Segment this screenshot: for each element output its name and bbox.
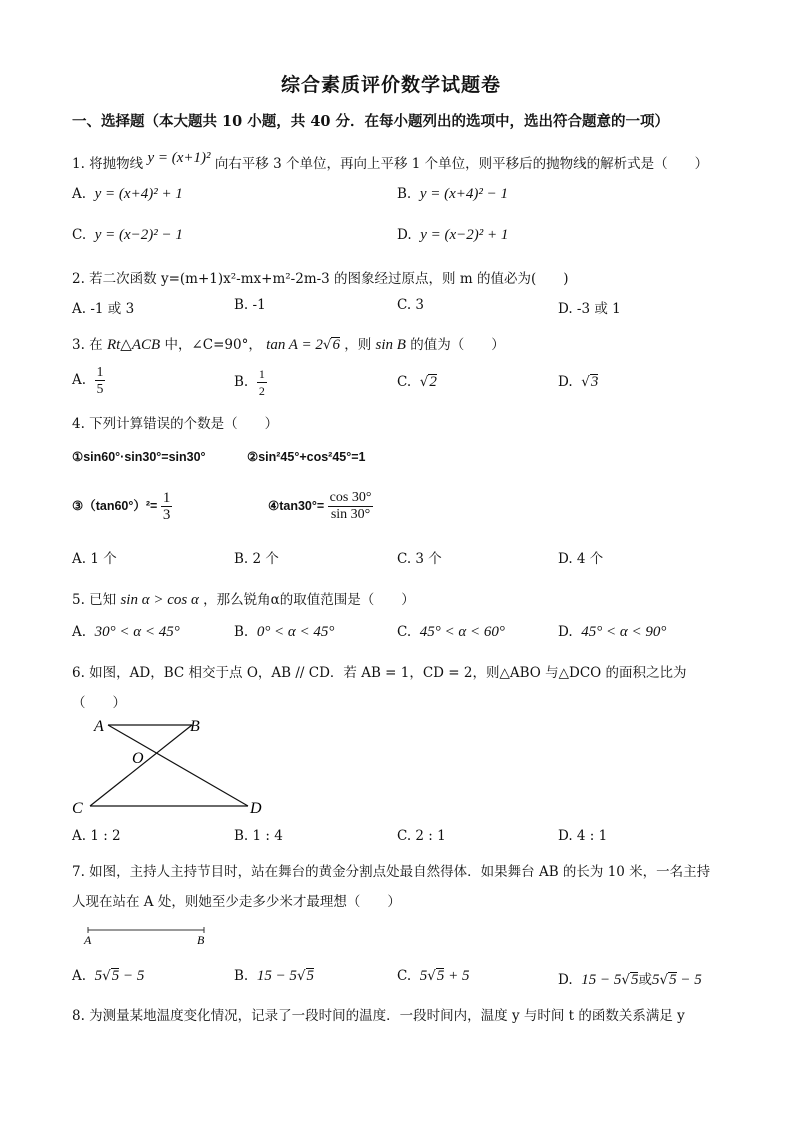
denominator: 5	[96, 381, 104, 396]
option-label: C.	[397, 968, 412, 984]
label-o: O	[132, 750, 144, 767]
question-8-line-1: 8. 为测量某地温度变化情况，记录了一段时间的温度．一段时间内，温度 y 与时间 t 的函数关系满足 y	[72, 1008, 685, 1024]
page-title: 综合素质评价数学试题卷	[281, 74, 502, 96]
q2-option-d[interactable]: D. -3 或 1	[558, 301, 621, 317]
option-expr: 0° < α < 45°	[256, 624, 335, 640]
option-label: C.	[72, 227, 87, 243]
tail: − 5	[676, 972, 702, 988]
conjunction: 或	[638, 972, 652, 988]
statement-3	[72, 490, 172, 523]
option-expr: 45° < α < 90°	[581, 624, 667, 640]
q2-option-a[interactable]: A. -1 或 3	[72, 301, 135, 317]
question-3	[72, 333, 505, 354]
sqrt-sign: √	[621, 972, 630, 988]
question-3-triangle: Rt△ACB	[106, 337, 161, 353]
option-label: D.	[558, 972, 573, 988]
question-5-pre: 5. 已知	[72, 592, 117, 608]
question-1-pre: 1. 将抛物线	[72, 156, 144, 172]
sqrt-sign: √	[296, 968, 306, 984]
q1-option-a[interactable]	[72, 186, 183, 203]
q5-option-a[interactable]	[72, 624, 180, 641]
question-1-post: 向右平移 3 个单位，再向上平移 1 个单位，则平移后的抛物线的解析式是（ ）	[214, 156, 709, 172]
q5-option-d[interactable]	[558, 624, 666, 641]
q5-option-c[interactable]	[397, 624, 505, 641]
option-expr: 45° < α < 60°	[419, 624, 505, 640]
q2-option-c[interactable]: C. 3	[397, 297, 425, 313]
sqrt-sign: √	[419, 374, 429, 390]
option-label: D.	[558, 624, 573, 640]
label-b: B	[190, 718, 200, 735]
q6-option-c[interactable]: C. 2 : 1	[397, 828, 446, 844]
question-6-line-1: 6. 如图，AD，BC 相交于点 O，AB // CD．若 AB = 1，CD = 2，则△ABO 与△DCO 的面积之比为	[72, 665, 687, 681]
fraction	[257, 366, 267, 399]
statement-4-pre: ④tan30°=	[268, 498, 325, 513]
radicand: 5	[306, 968, 315, 984]
question-3-tan: tan A = 2	[266, 337, 323, 353]
radicand: 5	[630, 972, 639, 988]
statement-3-pre: ③（tan60°）²=	[72, 498, 158, 513]
q3-option-c[interactable]	[397, 374, 437, 390]
fraction	[95, 364, 106, 397]
q7-option-a[interactable]	[72, 968, 144, 985]
q7-option-b[interactable]	[234, 968, 314, 985]
q4-option-b[interactable]: B. 2 个	[234, 551, 279, 567]
option-label: C.	[397, 374, 412, 390]
question-3-sinb: sin B	[375, 337, 406, 353]
question-7-line-1: 7. 如图，主持人主持节目时，站在舞台的黄金分割点处最自然得体．如果舞台 AB 的长为 10 米，一名主持	[72, 864, 711, 880]
fraction	[161, 490, 173, 523]
radicand: 2	[429, 374, 437, 390]
option-label: B.	[234, 624, 249, 640]
denominator: 2	[258, 384, 265, 398]
label-c: C	[72, 800, 83, 817]
sqrt-sign: √	[659, 972, 669, 988]
question-5	[72, 588, 415, 609]
sqrt-sign: √	[581, 374, 590, 390]
question-6-line-2: （ ）	[72, 695, 126, 711]
q6-option-a[interactable]: A. 1 : 2	[72, 828, 121, 844]
fraction	[328, 490, 374, 523]
statement-4	[268, 490, 373, 523]
option-expr: y = (x+4)² + 1	[94, 186, 183, 202]
coefficient: 5	[419, 968, 428, 984]
numerator: 1	[96, 364, 104, 379]
coefficient: 5	[651, 972, 660, 988]
q6-option-b[interactable]: B. 1 : 4	[234, 828, 283, 844]
tail: + 5	[444, 968, 470, 984]
question-4: 4. 下列计算错误的个数是（ ）	[72, 416, 279, 432]
coefficient: 15 − 5	[256, 968, 297, 984]
question-3-tan-root: 6	[332, 337, 340, 353]
numerator: 1	[162, 490, 171, 506]
option-label: A.	[72, 186, 87, 202]
segment-ad	[108, 725, 248, 806]
section-header: 一、选择题（本大题共 10 小题，共 40 分．在每小题列出的选项中，选出符合题意的一项）	[72, 113, 670, 130]
q1-option-c[interactable]	[72, 227, 183, 244]
q6-option-d[interactable]: D. 4 : 1	[558, 828, 608, 844]
option-label: A.	[72, 624, 87, 640]
numerator: cos 30°	[329, 490, 372, 505]
option-expr: y = (x−2)² + 1	[420, 227, 509, 243]
q4-option-d[interactable]: D. 4 个	[558, 551, 604, 567]
q3-option-b[interactable]	[234, 366, 267, 399]
option-expr: y = (x−2)² − 1	[94, 227, 183, 243]
option-label: C.	[397, 624, 412, 640]
sqrt-sign: √	[322, 337, 332, 353]
radicand: 5	[436, 968, 445, 984]
statement-2: ②sin²45°+cos²45°=1	[247, 450, 366, 464]
question-1	[72, 152, 708, 173]
option-label: B.	[234, 968, 249, 984]
coefficient: 5	[94, 968, 103, 984]
question-2: 2. 若二次函数 y=(m+1)x²-mx+m²-2m-3 的图象经过原点，则 m 的值必为( )	[72, 271, 569, 287]
tail: − 5	[119, 968, 145, 984]
option-label: D.	[397, 227, 412, 243]
denominator: sin 30°	[330, 507, 371, 522]
option-label: B.	[397, 186, 412, 202]
q2-option-b[interactable]: B. -1	[234, 297, 266, 313]
numerator: 1	[258, 367, 265, 381]
q4-option-c[interactable]: C. 3 个	[397, 551, 442, 567]
option-label: D.	[558, 374, 573, 390]
option-label: A.	[72, 968, 87, 984]
sqrt-sign: √	[102, 968, 111, 984]
sqrt-sign: √	[427, 968, 436, 984]
option-expr: 30° < α < 45°	[94, 624, 180, 640]
question-5-condition: sin α > cos α	[120, 592, 199, 608]
q5-option-b[interactable]	[234, 624, 334, 641]
q4-option-a[interactable]: A. 1 个	[72, 551, 117, 567]
q7-option-d[interactable]	[558, 968, 702, 989]
option-label: A.	[72, 372, 87, 388]
figure-intersecting-lines	[66, 712, 276, 822]
question-7-line-2: 人现在站在 A 处，则她至少走多少米才最理想（ ）	[72, 894, 401, 910]
label-a: A	[84, 933, 92, 947]
option-expr: y = (x+4)² − 1	[419, 186, 508, 202]
label-b: B	[197, 933, 205, 947]
radicand: 5	[111, 968, 120, 984]
q3-option-a[interactable]	[72, 364, 105, 397]
question-3-post1: ，则	[344, 337, 372, 353]
coefficient: 15 − 5	[581, 972, 622, 988]
denominator: 3	[162, 507, 171, 523]
question-1-expr: y = (x+1)²	[147, 150, 211, 166]
question-3-pre: 3. 在	[72, 337, 103, 353]
q1-option-b[interactable]	[397, 186, 508, 203]
label-a: A	[94, 718, 104, 735]
q7-option-c[interactable]	[397, 968, 469, 985]
label-d: D	[250, 800, 262, 817]
question-3-post2: 的值为（ ）	[410, 337, 505, 353]
statement-1: ①sin60°·sin30°=sin30°	[72, 450, 206, 464]
radicand: 3	[590, 374, 599, 390]
figure-stage-segment	[80, 924, 214, 948]
radicand: 5	[669, 972, 677, 988]
q3-option-d[interactable]	[558, 374, 598, 390]
option-label: B.	[234, 374, 249, 390]
q1-option-d[interactable]	[397, 227, 508, 244]
question-3-mid: 中，∠C=90°，	[164, 337, 262, 353]
question-5-post: ，那么锐角α的取值范围是（ ）	[203, 592, 415, 608]
